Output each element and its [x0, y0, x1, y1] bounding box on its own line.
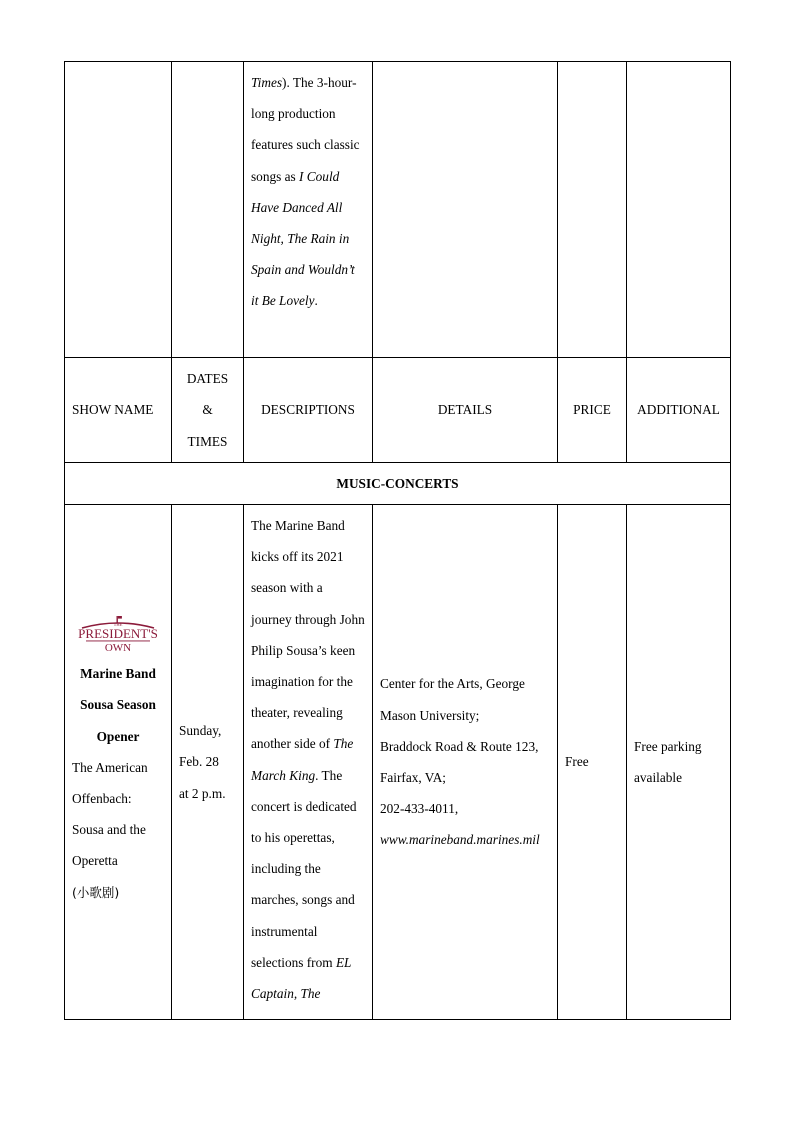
continued-description-part: I Could Have Danced All Night, The Rain in Spain: [251, 168, 350, 278]
event-details-cell: [373, 505, 558, 1020]
event-date-line2: Feb. 28: [179, 754, 219, 770]
event-date-line3: at 2 p.m.: [179, 785, 226, 801]
events-table: [64, 61, 731, 1020]
section-title: MUSIC-CONCERTS: [65, 463, 731, 505]
event-description-part: The Marine Band kicks off its 2021 season with a journey through John Philip Sousa’s keen imagination for the theater, revealing another side of: [251, 518, 365, 752]
continued-additional-cell: [627, 62, 731, 358]
svg-text:THE: THE: [113, 622, 123, 628]
header-additional: ADDITIONAL: [627, 358, 731, 463]
continued-dates-cell: [172, 62, 244, 358]
continued-description-part: and: [281, 262, 308, 278]
event-description-text: [251, 518, 365, 1001]
event-additional-cell: Free parking available: [627, 505, 731, 1020]
event-subtitle-cn: (小歌剧): [72, 884, 120, 900]
continued-details-cell: [373, 62, 558, 358]
header-row: [65, 358, 731, 463]
event-dates-cell: [172, 505, 244, 1020]
continued-description-cell: [244, 62, 373, 358]
header-dates-line3: TIMES: [187, 433, 228, 449]
event-description-cell: [244, 505, 373, 1020]
header-show-name: SHOW NAME: [65, 358, 172, 463]
presidents-own-logo: [76, 616, 160, 654]
header-descriptions: DESCRIPTIONS: [244, 358, 373, 463]
header-dates-line2: &: [202, 402, 213, 418]
continued-row: [65, 62, 731, 358]
continued-description-part: Times: [251, 75, 283, 90]
event-details-url[interactable]: www.marineband.marines.mil: [380, 832, 540, 848]
header-dates-times: [172, 358, 244, 463]
event-date-line1: Sunday,: [179, 723, 222, 739]
header-price: PRICE: [558, 358, 627, 463]
event-title: Marine Band Sousa Season Opener: [80, 666, 156, 744]
header-dates-line1: DATES: [186, 371, 229, 387]
event-subtitle: The American Offenbach: Sousa and the Operetta: [72, 759, 148, 869]
event-row: [65, 505, 731, 1020]
event-show-cell: [65, 505, 172, 1020]
header-details: DETAILS: [373, 358, 558, 463]
continued-description-part: .: [314, 293, 318, 309]
svg-text:OWN: OWN: [104, 642, 132, 655]
continued-price-cell: [558, 62, 627, 358]
event-description-part: EL Captain, The: [251, 954, 352, 1002]
continued-description-part: Wouldn’t it Be Lovely: [251, 262, 355, 309]
continued-show-cell: [65, 62, 172, 358]
event-description-part: . The concert is dedicated to his operettas, including the marches, songs and instrumental selections from: [251, 767, 357, 970]
event-price-cell: Free: [558, 505, 627, 1020]
event-details-venue: Center for the Arts, George Mason University;: [380, 676, 525, 723]
section-row: [65, 463, 731, 505]
event-description-part: The March King: [251, 736, 354, 783]
event-details-address: Braddock Road & Route 123, Fairfax, VA;: [380, 738, 539, 785]
svg-text:PRESIDENT'S: PRESIDENT'S: [78, 626, 158, 642]
continued-description-part: ). The 3-hour-long production features such classic songs as: [251, 75, 360, 184]
continued-description-text: [251, 75, 360, 308]
event-details-phone: 202-433-4011,: [380, 801, 459, 817]
